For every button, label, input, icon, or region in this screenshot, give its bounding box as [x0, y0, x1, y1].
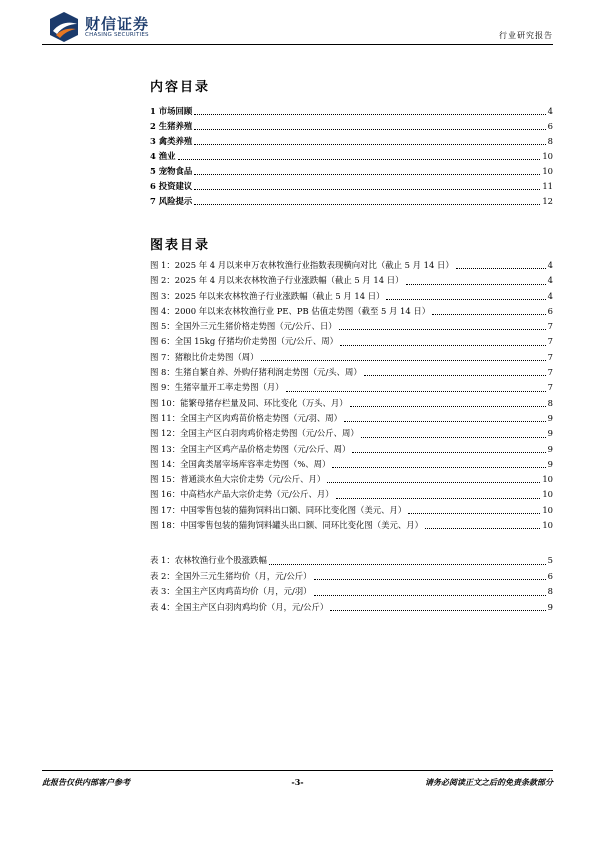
figure-label-text: 图 4：2000 年以来农林牧渔行业 PE、PB 估值走势图（截至 5 月 14 日）: [150, 305, 431, 316]
dot-leader: [314, 595, 546, 596]
figure-label: [150, 487, 334, 502]
figure-label: [150, 350, 259, 365]
page-number: -3-: [291, 777, 304, 787]
figure-label-text: 图 12：全国主产区白羽肉鸡价格走势图（元/公斤、周）: [150, 428, 359, 439]
dot-leader: [194, 174, 540, 175]
figure-page-number: 10: [542, 504, 553, 515]
dot-leader: [194, 129, 545, 130]
figure-entry[interactable]: [150, 380, 553, 395]
table-entry[interactable]: [150, 584, 553, 600]
contents-entry[interactable]: [150, 179, 553, 194]
figure-label: [150, 472, 325, 487]
table-label-text: 表 2：全国外三元生猪均价（月，元/公斤）: [150, 570, 312, 581]
contents-entry[interactable]: [150, 149, 553, 164]
contents-title: 内容目录: [150, 80, 211, 95]
dot-leader: [327, 482, 540, 483]
figure-label: [150, 289, 384, 304]
dot-leader: [361, 437, 546, 438]
dot-leader: [350, 406, 546, 407]
footer-disclaimer-left: 此报告仅供内部客户参考: [42, 777, 130, 787]
contents-label-text: 生猪养殖: [158, 121, 193, 131]
dot-leader: [352, 452, 545, 453]
figure-page-number: 7: [547, 351, 553, 362]
contents-number: 6: [150, 181, 156, 191]
figure-entry[interactable]: [150, 503, 553, 518]
contents-entry[interactable]: [150, 134, 553, 149]
dot-leader: [336, 498, 541, 499]
table-label-text: 表 1：农林牧渔行业个股涨跌幅: [150, 555, 267, 565]
figure-entry[interactable]: [150, 365, 553, 380]
figure-entry[interactable]: [150, 304, 553, 319]
contents-entry[interactable]: [150, 194, 553, 209]
figure-page-number: 9: [547, 458, 553, 469]
figure-entry[interactable]: [150, 442, 553, 457]
dot-leader: [314, 579, 546, 580]
contents-page-number: 10: [542, 166, 553, 176]
dot-leader: [408, 513, 540, 514]
brand-name-cn: 财信证券: [85, 15, 150, 33]
table-label: [150, 553, 267, 569]
figure-label: [150, 396, 348, 411]
table-entry[interactable]: [150, 569, 553, 585]
dot-leader: [261, 360, 546, 361]
dot-leader: [432, 314, 546, 315]
figure-label: [150, 426, 359, 441]
contents-label-group: [150, 134, 192, 149]
contents-page-number: 11: [542, 181, 553, 191]
figure-page-number: 9: [547, 428, 553, 439]
figure-label: [150, 319, 337, 334]
figure-page-number: 7: [547, 367, 553, 378]
dot-leader: [178, 159, 541, 160]
figures-title: 图表目录: [150, 238, 211, 253]
contents-number: 4: [150, 151, 156, 161]
figure-entry[interactable]: [150, 472, 553, 487]
figure-label: [150, 304, 430, 319]
figure-label-text: 图 18：中国零售包装的猫狗饲料罐头出口额、同环比变化图（美元、月）: [150, 520, 423, 531]
dot-leader: [456, 268, 546, 269]
contents-entry[interactable]: [150, 104, 553, 119]
figure-label-text: 图 14：全国禽类屠宰场库容率走势图（%、周）: [150, 458, 331, 469]
dot-leader: [344, 421, 546, 422]
contents-page-number: 10: [542, 151, 553, 161]
figure-page-number: 6: [547, 305, 553, 316]
figure-label-text: 图 11：全国主产区肉鸡苗价格走势图（元/羽、周）: [150, 412, 343, 423]
contents-page-number: 4: [547, 106, 553, 116]
contents-page-number: 12: [542, 196, 553, 206]
figure-label-text: 图 16：中高档水产品大宗价走势（元/公斤、月）: [150, 489, 334, 500]
table-label-text: 表 4：全国主产区白羽肉鸡均价（月，元/公斤）: [150, 601, 329, 612]
dot-leader: [425, 528, 540, 529]
contents-entry[interactable]: [150, 164, 553, 179]
dot-leader: [339, 329, 546, 330]
dot-leader: [386, 299, 545, 300]
dot-leader: [194, 189, 540, 190]
dot-leader: [330, 610, 545, 611]
figure-entry[interactable]: [150, 457, 553, 472]
figure-label-text: 图 10：能繁母猪存栏量及同、环比变化（万头、月）: [150, 397, 348, 408]
table-label: [150, 600, 328, 616]
figure-label: [150, 411, 342, 426]
contents-list: [150, 104, 553, 209]
dot-leader: [364, 375, 546, 376]
figure-label-text: 图 3：2025 年以来农林牧渔子行业涨跌幅（截止 5 月 14 日）: [150, 290, 385, 301]
figure-label-text: 图 15：普通淡水鱼大宗价走势（元/公斤、月）: [150, 474, 326, 485]
figure-label: [150, 442, 350, 457]
report-type: 行业研究报告: [499, 31, 553, 40]
figure-label-text: 图 13：全国主产区鸡产品价格走势图（元/公斤、周）: [150, 443, 351, 454]
figure-page-number: 7: [547, 321, 553, 332]
contents-page-number: 6: [547, 121, 553, 131]
figure-label-text: 图 5：全国外三元生猪价格走势图（元/公斤、日）: [150, 321, 337, 332]
figure-page-number: 8: [547, 397, 553, 408]
contents-label-text: 市场回顾: [158, 106, 193, 116]
figure-label-text: 图 7：猪粮比价走势图（周）: [150, 351, 259, 362]
table-page-number: 8: [547, 586, 553, 597]
header-divider: [42, 44, 553, 45]
figure-page-number: 4: [547, 275, 553, 286]
figure-entry[interactable]: [150, 319, 553, 334]
figure-page-number: 7: [547, 382, 553, 393]
figure-entry[interactable]: [150, 334, 553, 349]
figures-list: [150, 258, 553, 533]
contents-label-group: [150, 179, 192, 194]
figure-label-text: 图 6：全国 15kg 仔猪均价走势图（元/公斤、周）: [150, 336, 338, 347]
contents-label-group: [150, 104, 192, 119]
figure-entry[interactable]: [150, 518, 553, 533]
dot-leader: [269, 564, 546, 565]
dot-leader: [194, 204, 540, 205]
dot-leader: [194, 114, 545, 115]
figure-label: [150, 365, 362, 380]
figure-label: [150, 503, 406, 518]
figure-label-text: 图 8：生猪自繁自养、外购仔猪利润走势图（元/头、周）: [150, 367, 362, 378]
table-entry[interactable]: [150, 553, 553, 569]
figure-label-text: 图 1：2025 年 4 月以来申万农林牧渔行业指数表现横向对比（截止 5 月 14 日）: [150, 260, 454, 270]
dot-leader: [332, 467, 545, 468]
figure-label-text: 图 17：中国零售包装的猫狗饲料出口额、同环比变化图（美元、月）: [150, 504, 407, 515]
figure-label-text: 图 2：2025 年 4 月以来农林牧渔子行业涨跌幅（截止 5 月 14 日）: [150, 275, 404, 286]
figure-page-number: 9: [547, 443, 553, 454]
figure-label: [150, 334, 338, 349]
figure-label: [150, 258, 454, 273]
page-header: [0, 0, 595, 50]
table-entry[interactable]: [150, 600, 553, 616]
contents-label-text: 宠物食品: [158, 166, 193, 176]
dot-leader: [340, 345, 546, 346]
contents-label-text: 禽类养殖: [158, 136, 193, 146]
figure-page-number: 10: [542, 474, 553, 485]
figure-page-number: 7: [547, 336, 553, 347]
figure-label: [150, 273, 404, 288]
contents-number: 7: [150, 196, 156, 206]
figure-entry[interactable]: [150, 411, 553, 426]
table-label-text: 表 3：全国主产区肉鸡苗均价（月，元/羽）: [150, 586, 312, 597]
figure-entry[interactable]: [150, 426, 553, 441]
figure-entry[interactable]: [150, 487, 553, 502]
figure-label: [150, 457, 330, 472]
table-label: [150, 584, 312, 600]
contents-page-number: 8: [547, 136, 553, 146]
figure-page-number: 4: [547, 260, 553, 270]
contents-number: 3: [150, 136, 156, 146]
contents-number: 1: [150, 106, 156, 116]
brand-logo-icon: [47, 10, 81, 44]
contents-label-group: [150, 164, 192, 179]
figure-label-text: 图 9：生猪宰量开工率走势图（月）: [150, 382, 284, 393]
table-label: [150, 569, 312, 585]
contents-label-text: 渔业: [158, 151, 176, 161]
table-page-number: 9: [547, 601, 553, 612]
dot-leader: [406, 284, 546, 285]
contents-entry[interactable]: [150, 119, 553, 134]
figure-page-number: 10: [542, 489, 553, 500]
figure-page-number: 4: [547, 290, 553, 301]
figure-entry[interactable]: [150, 350, 553, 365]
contents-label-text: 风险提示: [158, 196, 193, 206]
figure-entry[interactable]: [150, 258, 553, 273]
figure-entry[interactable]: [150, 396, 553, 411]
dot-leader: [194, 144, 545, 145]
footer-divider: [42, 770, 553, 771]
footer-disclaimer-right: 请务必阅读正文之后的免责条款部分: [425, 777, 553, 787]
table-page-number: 6: [547, 570, 553, 581]
figure-label: [150, 380, 284, 395]
contents-label-group: [150, 149, 176, 164]
figure-label: [150, 518, 423, 533]
brand-logo: [47, 10, 167, 44]
contents-number: 5: [150, 166, 156, 176]
contents-label-group: [150, 119, 192, 134]
dot-leader: [286, 391, 546, 392]
contents-label-text: 投资建议: [158, 181, 193, 191]
brand-name-en: CHASING SECURITIES: [85, 32, 149, 38]
figure-page-number: 9: [547, 412, 553, 423]
figure-page-number: 10: [542, 520, 553, 531]
contents-label-group: [150, 194, 192, 209]
figure-entry[interactable]: [150, 273, 553, 288]
table-page-number: 5: [547, 555, 553, 565]
tables-list: [150, 553, 553, 615]
contents-number: 2: [150, 121, 156, 131]
figure-entry[interactable]: [150, 289, 553, 304]
